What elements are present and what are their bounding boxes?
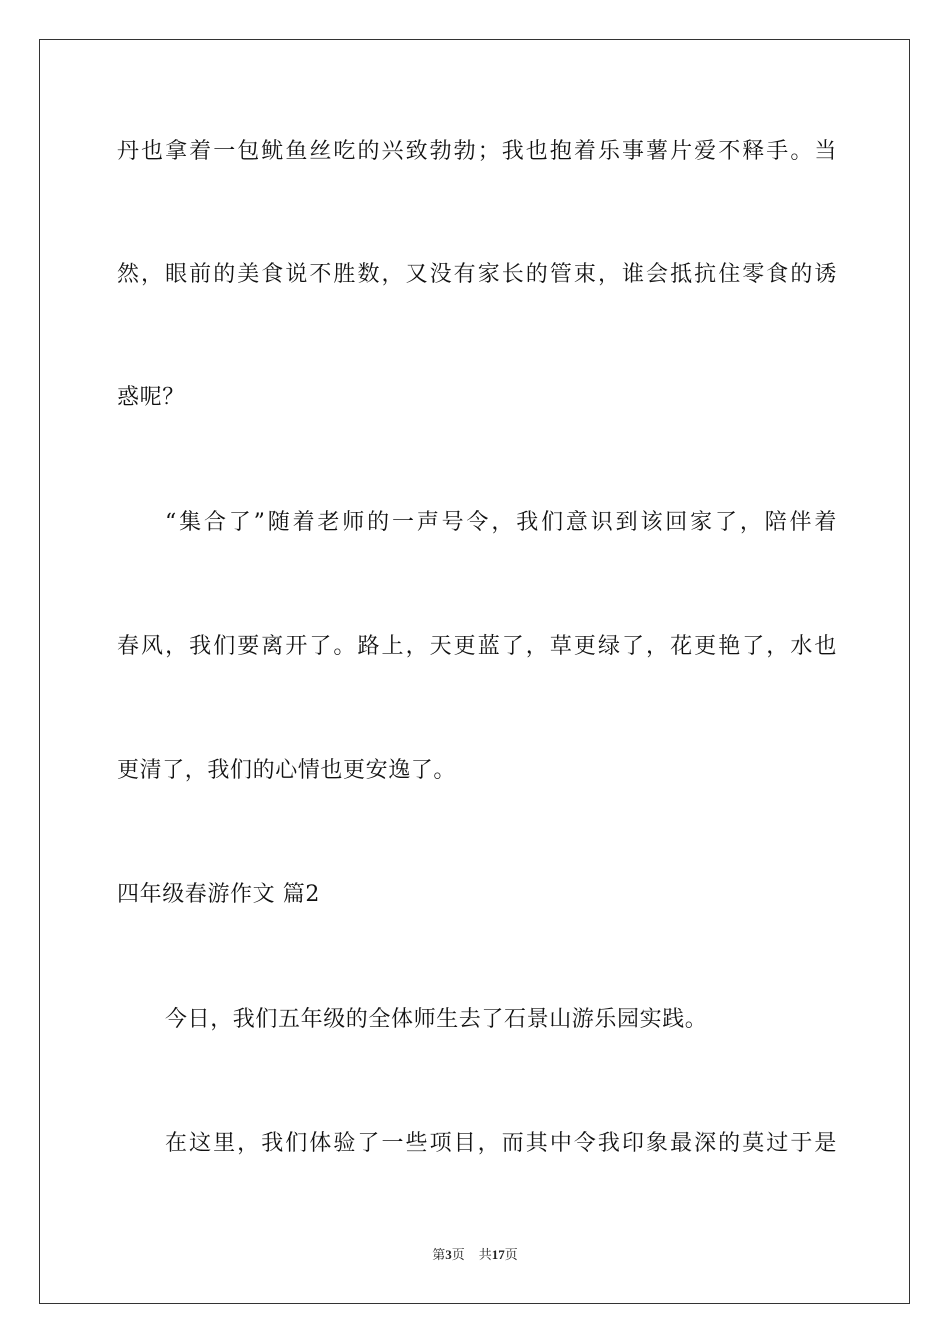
text-line-4: “集合了”随着老师的一声号令，我们意识到该回家了，陪伴着 — [165, 510, 837, 535]
footer-page-prefix: 第 — [432, 1247, 446, 1262]
text-line-3: 惑呢？ — [117, 385, 185, 410]
text-line-8: 今日，我们五年级的全体师生去了石景山游乐园实践。 — [165, 1007, 708, 1032]
page-footer — [0, 1246, 950, 1264]
text-line-9: 在这里，我们体验了一些项目，而其中令我印象最深的莫过于是 — [165, 1131, 837, 1156]
footer-page-total: 17 — [491, 1247, 505, 1262]
text-line-2: 然，眼前的美食说不胜数，又没有家长的管束，谁会抵抗住零食的诱 — [117, 262, 837, 287]
section-heading: 四年级春游作文 篇2 — [117, 882, 320, 907]
text-line-6: 更清了，我们的心情也更安逸了。 — [117, 758, 457, 783]
text-line-5: 春风，我们要离开了。路上，天更蓝了，草更绿了，花更艳了，水也 — [117, 634, 837, 659]
text-line-1: 丹也拿着一包鱿鱼丝吃的兴致勃勃；我也抱着乐事薯片爱不释手。当 — [117, 139, 837, 164]
footer-page-suffix: 页 — [451, 1247, 465, 1262]
footer-total-prefix: 共 — [478, 1247, 492, 1262]
footer-total-suffix: 页 — [504, 1247, 518, 1262]
footer-page-current: 3 — [445, 1247, 452, 1262]
page-border — [39, 39, 910, 1304]
